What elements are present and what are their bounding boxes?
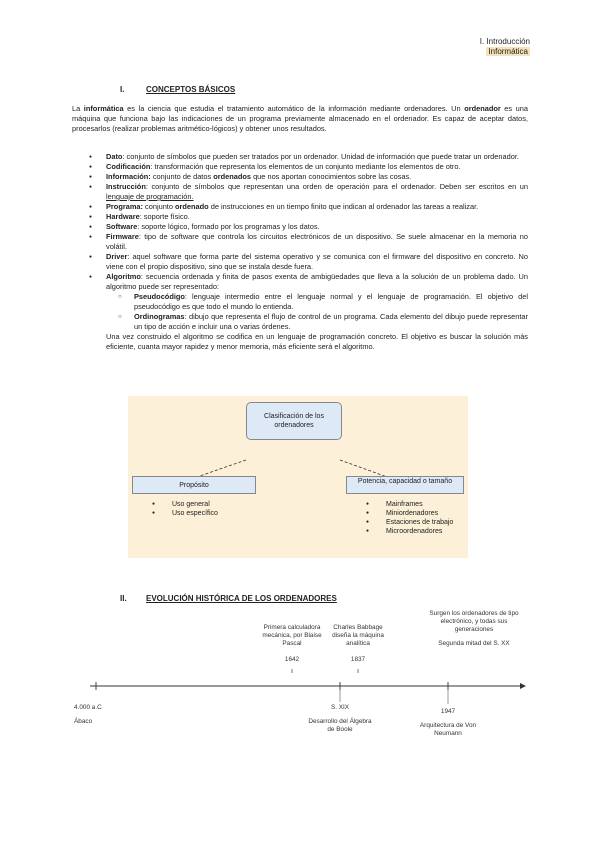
- chapter-label: I. Introducción: [479, 37, 530, 46]
- root-node: Clasificación de los ordenadores: [246, 402, 342, 440]
- event-year: S. XIX: [330, 704, 350, 711]
- list-item: ● Driver: aquel software que forma parte del sistema operativo y se comunica con el firmware del dispositivo en concreto. No viene con el propio dispositivo, sino que se instala desde fuera.: [88, 252, 528, 272]
- list-item: ● Software: soporte lógico, formado por los programas y los datos.: [88, 222, 528, 232]
- section-1-number: I.: [120, 85, 125, 94]
- intro-paragraph: La informática es la ciencia que estudia el tratamiento automático de la información mediante ordenadores. Un ordenador es una máquina que funciona bajo las indicaciones de un programa previamente almacenado en el ordenador. Es capaz de aceptar datos, procesarlos (realizar problemas aritmético-lógicos) y obtener unos resultados.: [72, 104, 528, 133]
- event-text: Desarrollo del Álgebra de Boole: [308, 718, 372, 733]
- sub-list-item: ○ Pseudocódigo: lenguaje intermedio entre el lenguaje normal y el lenguaje de programación. El objetivo del pseudocódigo es que todo el mundo lo entienda.: [116, 292, 528, 312]
- left-node: Propósito: [132, 476, 256, 494]
- list-item: ● Instrucción: conjunto de símbolos que representan una orden de operación para el ordenador. Deben ser escritos en un lenguaje de programación.: [88, 182, 528, 202]
- list-item: ● Codificación: transformación que representa los elementos de un conjunto mediante los elementos de otro.: [88, 162, 528, 172]
- event-year: 1947: [440, 708, 456, 715]
- event-year: 1642: [284, 656, 300, 663]
- event-text: Surgen los ordenadores de tipo electrónico, y todas sus generaciones: [429, 610, 519, 633]
- section-2-title: EVOLUCIÓN HISTÓRICA DE LOS ORDENADORES: [146, 594, 337, 603]
- list-item: ● Firmware: tipo de software que controla los circuitos electrónicos de un dispositivo. Se suele almacenar en la memoria no volátil.: [88, 232, 528, 252]
- event-year: 1837: [350, 656, 366, 663]
- list-item: ● Programa: conjunto ordenado de instrucciones en un tiempo finito que indican al ordenador las tareas a realizar.: [88, 202, 528, 212]
- list-item: ● Uso específico: [150, 509, 250, 518]
- event-1837: [326, 624, 390, 664]
- programming-language-link[interactable]: lenguaje de programación.: [106, 192, 194, 201]
- event-text: Charles Babbage diseña la máquina analítica: [332, 624, 384, 647]
- list-item: ● Hardware: soporte físico.: [88, 212, 528, 222]
- event-text: Primera calculadora mecánica, por Blaise Pascal: [262, 624, 322, 647]
- list-item: ● Miniordenadores: [364, 509, 464, 518]
- event-text: Arquitectura de Von Neumann: [419, 722, 477, 737]
- event-second-half-xx: [424, 610, 524, 648]
- list-item: ● Mainframes: [364, 500, 464, 509]
- list-item: ● Microordenadores: [364, 527, 464, 536]
- right-node: Potencia, capacidad o tamaño: [346, 476, 464, 494]
- list-item: ● Estaciones de trabajo: [364, 518, 464, 527]
- event-4000-ac: [74, 704, 114, 726]
- subject-label: Informática: [488, 47, 528, 56]
- closing-paragraph: Una vez construido el algoritmo se codifica en un lenguaje de programación concreto. El objetivo es buscar la solución más eficiente, cuanta mayor rapidez y menor memoria, más eficiente será el algoritmo.: [106, 332, 528, 351]
- list-item: ● Información: conjunto de datos ordenados que nos aportan conocimientos sobre las cosas.: [88, 172, 528, 182]
- sub-list-item: ○ Ordinogramas: dibujo que representa el flujo de control de un programa. Cada elemento del dibujo puede representar un tipo de acción e incluir una o varias órdenes.: [116, 312, 528, 332]
- list-item: ● Algoritmo: secuencia ordenada y finita de pasos exenta de ambigüedades que lleva a la solución de un problema dado. Un algoritmo puede ser representado: ○ Pseudocódigo: lenguaje intermedio entre el lenguaje normal y el lenguaje de programación. El objetivo del pseudocódigo es que todo el mundo lo entienda. ○ Ordinogramas: dibujo que representa el flujo de control de un programa. Cada elemento del dibujo puede representar un tipo de acción e incluir una o varias órdenes.: [88, 272, 528, 332]
- event-1642: [252, 624, 332, 664]
- list-item: ● Uso general: [150, 500, 250, 509]
- list-item: ● Dato: conjunto de símbolos que pueden ser tratados por un ordenador. Unidad de información que puede tratar un ordenador.: [88, 152, 528, 162]
- event-text: Ábaco: [74, 718, 93, 725]
- event-year: 4.000 a.C: [74, 704, 102, 711]
- event-year: Segunda mitad del S. XX: [438, 640, 510, 647]
- event-s-xix: [308, 704, 372, 734]
- event-1947: [418, 708, 478, 738]
- section-2-number: II.: [120, 594, 127, 603]
- section-1-title: CONCEPTOS BÁSICOS: [146, 85, 236, 94]
